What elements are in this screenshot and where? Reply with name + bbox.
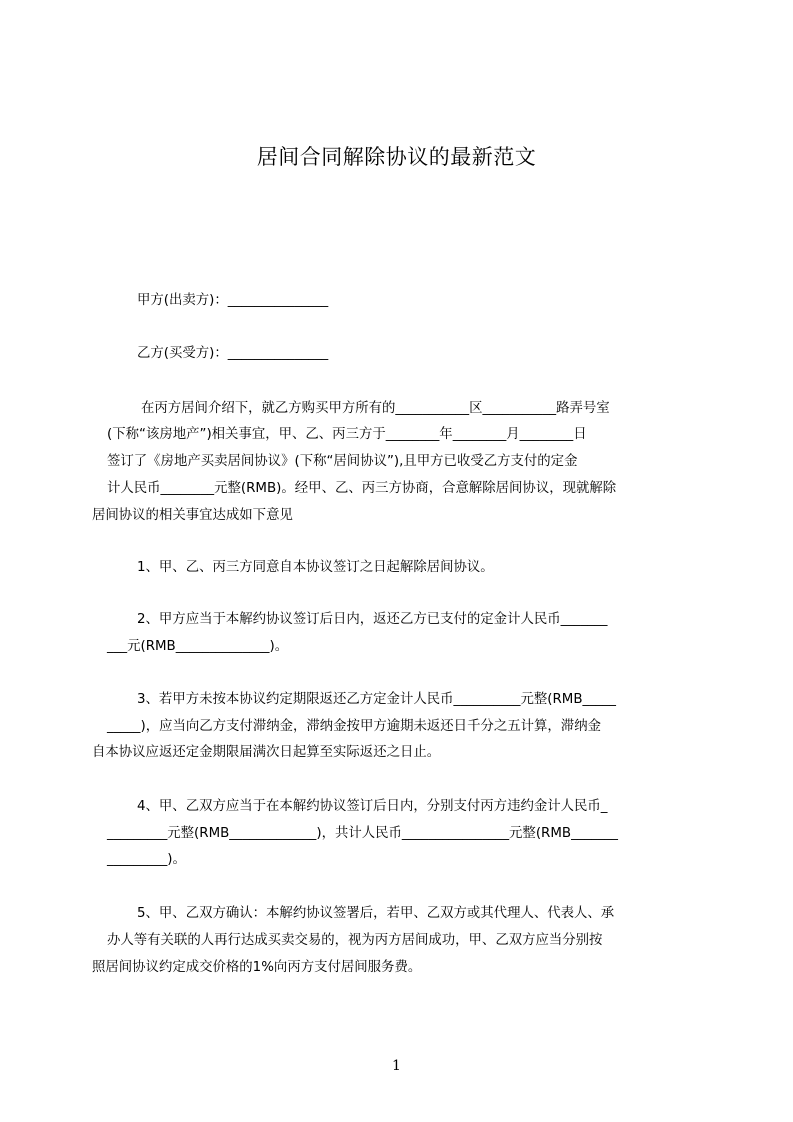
clause-2-line: 2、甲方应当于本解约协议签订后日内，返还乙方已支付的定金计人民币_______ bbox=[137, 612, 608, 627]
intro-paragraph-line: 计人民币________元整(RMB)。经甲、乙、丙三方协商，合意解除居间协议，现就解除 bbox=[107, 481, 617, 496]
clause-4-line: 4、甲、乙双方应当于在本解约协议签订后日内，分别支付丙方违约金计人民币_ bbox=[137, 799, 608, 814]
clause-4-line: _________)。 bbox=[107, 852, 186, 867]
clause-5-line: 5、甲、乙双方确认：本解约协议签署后，若甲、乙双方或其代理人、代表人、承 bbox=[137, 906, 615, 921]
clause-4-line: _________元整(RMB_____________)，共计人民币________________元整(RMB_______ bbox=[107, 826, 618, 841]
clause-3-line: _____)，应当向乙方支付滞纳金，滞纳金按甲方逾期未返还日千分之五计算，滞纳金 bbox=[107, 719, 601, 734]
clause-5-line: 办人等有关联的人再行达成买卖交易的，视为丙方居间成功，甲、乙双方应当分别按 bbox=[107, 933, 603, 948]
clause-1-line: 1、甲、乙、丙三方同意自本协议签订之日起解除居间协议。 bbox=[137, 560, 494, 575]
party-a-line: 甲方(出卖方)：_______________ bbox=[137, 293, 329, 308]
clause-5-line: 照居间协议约定成交价格的1%向丙方支付居间服务费。 bbox=[92, 960, 422, 975]
document-title: 居间合同解除协议的最新范文 bbox=[256, 145, 537, 169]
intro-paragraph-line: 在丙方居间介绍下，就乙方购买甲方所有的___________区___________路弄号室 bbox=[141, 401, 610, 416]
clause-2-line: ___元(RMB______________)。 bbox=[107, 639, 289, 654]
intro-paragraph-line: 居间协议的相关事宜达成如下意见 bbox=[92, 508, 293, 523]
intro-paragraph-line: (下称“该房地产”)相关事宜，甲、乙、丙三方于________年________月________日 bbox=[107, 427, 587, 442]
party-b-line: 乙方(买受方)：_______________ bbox=[137, 346, 329, 361]
page-number: 1 bbox=[392, 1058, 401, 1074]
clause-3-line: 3、若甲方未按本协议约定期限返还乙方定金计人民币__________元整(RMB_____ bbox=[137, 692, 616, 707]
clause-3-line: 自本协议应返还定金期限届满次日起算至实际返还之日止。 bbox=[92, 745, 441, 760]
intro-paragraph-line: 签订了《房地产买卖居间协议》(下称“居间协议”),且甲方已收受乙方支付的定金 bbox=[107, 454, 578, 469]
